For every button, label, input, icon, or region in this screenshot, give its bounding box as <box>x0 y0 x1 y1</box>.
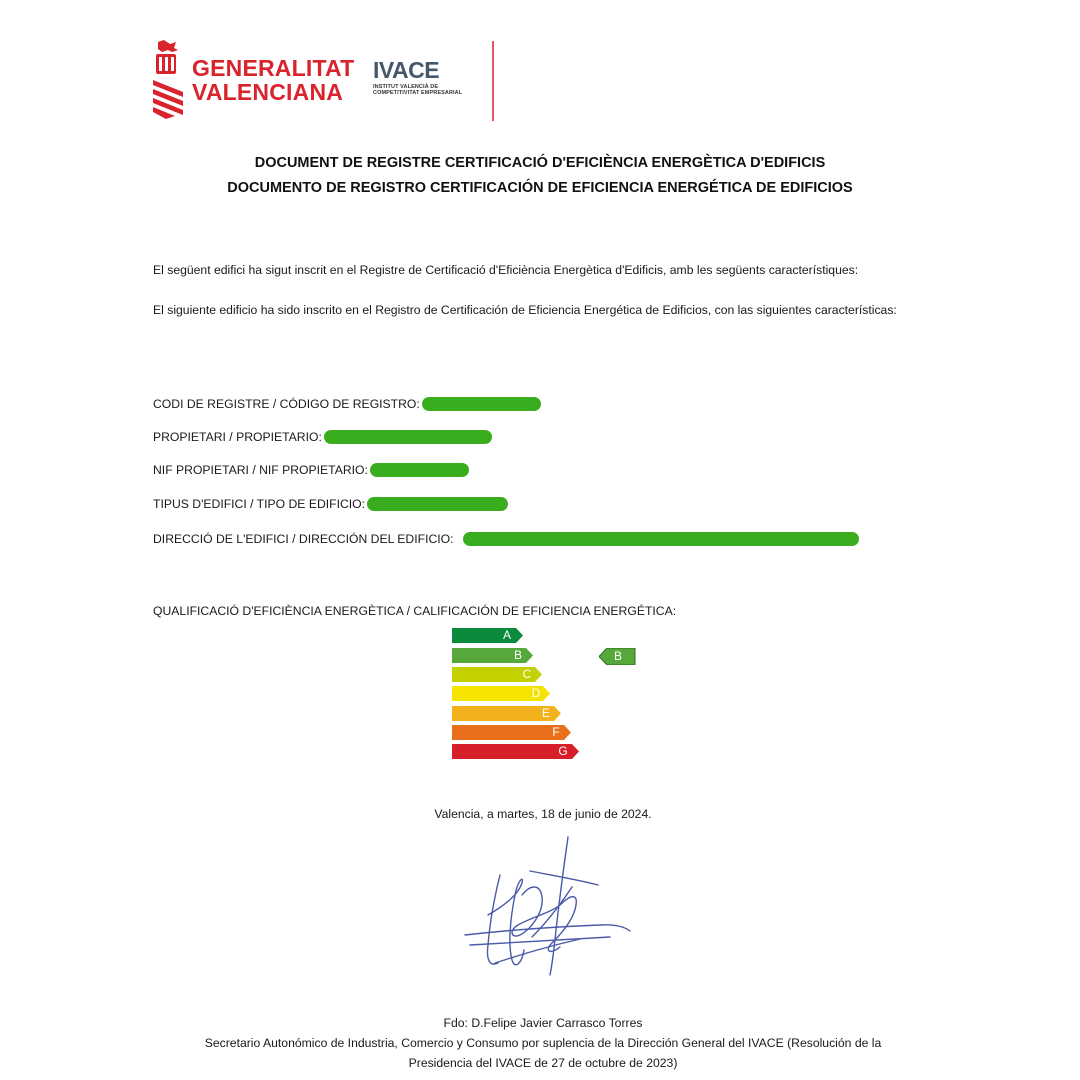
qualification-label: QUALIFICACIÓ D'EFICIÈNCIA ENERGÈTICA / CALIFICACIÓN DE EFICIENCIA ENERGÉTICA: <box>153 604 677 618</box>
ivace-word: IVACE <box>373 57 440 83</box>
redacted-value <box>324 430 492 444</box>
redacted-value <box>422 397 541 411</box>
ivace-subtitle <box>373 84 462 96</box>
redacted-value <box>463 532 859 546</box>
energy-bar-letter: E <box>541 706 550 720</box>
energy-bar-b <box>452 648 534 663</box>
energy-bar-letter: C <box>522 667 532 681</box>
field-owner <box>153 429 492 445</box>
signature-icon <box>460 835 640 980</box>
document-title-ca: DOCUMENT DE REGISTRE CERTIFICACIÓ D'EFICIÈNCIA ENERGÈTICA D'EDIFICIS <box>254 155 826 171</box>
signer-name: Fdo: D.Felipe Javier Carrasco Torres <box>443 1016 643 1030</box>
date-line: Valencia, a martes, 18 de junio de 2024. <box>434 807 652 821</box>
field-building-address <box>153 531 859 547</box>
redacted-value <box>367 497 508 511</box>
gv-line2: VALENCIANA <box>192 79 344 105</box>
rating-marker <box>599 648 636 665</box>
document-title-es: DOCUMENTO DE REGISTRO CERTIFICACIÓN DE EFICIENCIA ENERGÉTICA DE EDIFICIOS <box>227 180 853 196</box>
energy-bar-letter: B <box>513 648 522 662</box>
rating-marker-letter: B <box>613 649 622 663</box>
intro-es: El siguiente edificio ha sido inscrito en el Registro de Certificación de Eficiencia Energética de Edificios, con las siguientes características: <box>153 303 897 317</box>
header-divider <box>492 41 494 121</box>
energy-bar-g <box>452 744 582 759</box>
intro-ca: El següent edifici ha sigut inscrit en el Registre de Certificació d'Eficiència Energètica d'Edificis, amb les següents característiques: <box>153 263 859 277</box>
ivace-sub-line2: COMPETITIVITAT EMPRESARIAL <box>373 90 463 96</box>
field-label: NIF PROPIETARI / NIF PROPIETARIO: <box>153 463 368 477</box>
ivace-logo <box>373 58 462 96</box>
energy-bar-letter: G <box>558 744 568 758</box>
ivace-sub-line1: INSTITUT VALENCIÀ DE <box>373 84 439 90</box>
redacted-value <box>370 463 469 477</box>
field-label: PROPIETARI / PROPIETARIO: <box>153 430 322 444</box>
energy-bar-e <box>452 706 564 721</box>
energy-bar-c <box>452 667 544 682</box>
field-registry-code <box>153 396 541 412</box>
field-label: CODI DE REGISTRE / CÓDIGO DE REGISTRO: <box>153 397 420 411</box>
gv-line1: GENERALITAT <box>192 55 355 81</box>
generalitat-emblem-icon <box>150 40 186 120</box>
field-owner-nif <box>153 462 469 478</box>
field-label: TIPUS D'EDIFICI / TIPO DE EDIFICIO: <box>153 497 366 511</box>
energy-bar-f <box>452 725 574 740</box>
field-building-type <box>153 496 508 512</box>
generalitat-logo-text <box>192 56 354 104</box>
energy-bar-letter: A <box>502 628 511 642</box>
energy-bar-d <box>452 686 552 701</box>
energy-bar-a <box>452 628 524 643</box>
energy-bar-letter: F <box>552 725 560 739</box>
signer-position-line1: Secretario Autonómico de Industria, Comercio y Consumo por suplencia de la Dirección General del IVACE (Resolución de la <box>204 1036 882 1050</box>
signer-position-line2: Presidencia del IVACE de 27 de octubre de 2023) <box>408 1056 678 1070</box>
field-label: DIRECCIÓ DE L'EDIFICI / DIRECCIÓN DEL EDIFICIO: <box>153 532 457 546</box>
energy-bar-letter: D <box>531 686 541 700</box>
